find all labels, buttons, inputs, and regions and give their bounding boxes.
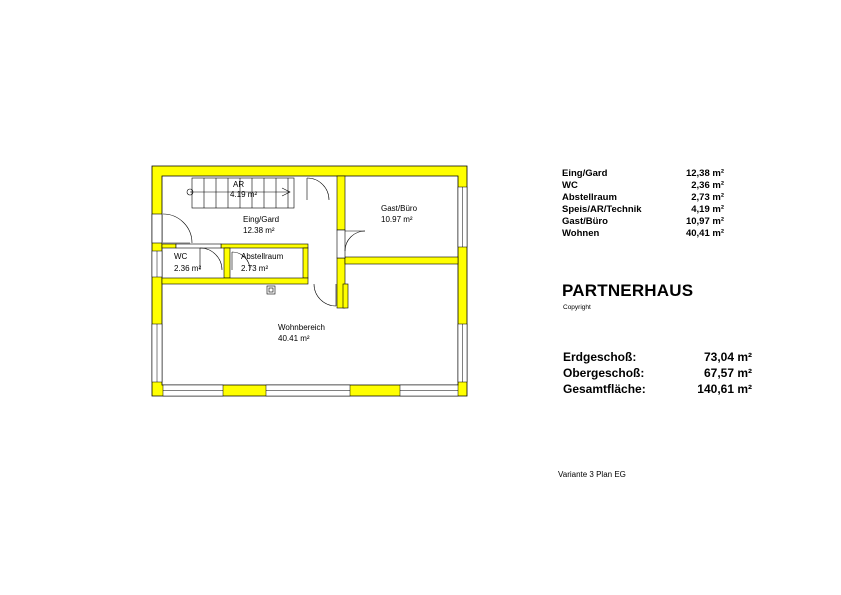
room-wohn-area: 40.41 m² xyxy=(278,334,310,343)
room-ar-name: AR xyxy=(233,180,245,189)
room-wohn-name: Wohnbereich xyxy=(278,323,325,332)
chimney-symbol xyxy=(267,286,275,294)
area-row-value: 4,19 m² xyxy=(691,204,724,215)
total-value: 140,61 m² xyxy=(697,382,752,396)
total-row xyxy=(563,382,752,398)
area-row-name: Gast/Büro xyxy=(562,216,608,227)
windows xyxy=(152,187,467,396)
plan-variant-caption: Variante 3 Plan EG xyxy=(558,470,626,479)
door-entrance xyxy=(152,214,192,243)
wall-living-north xyxy=(162,278,308,284)
door-gast xyxy=(337,230,365,258)
area-row-name: WC xyxy=(562,180,578,191)
wall-gast-south xyxy=(345,257,458,264)
total-label: Obergeschoß: xyxy=(563,366,645,380)
total-label: Gesamtfläche: xyxy=(563,382,646,396)
room-abst-area: 2.73 m² xyxy=(241,264,269,273)
area-row xyxy=(562,204,724,216)
area-row xyxy=(562,216,724,228)
area-row-value: 12,38 m² xyxy=(685,168,724,179)
area-row-value: 10,97 m² xyxy=(685,216,724,227)
area-row xyxy=(562,168,724,180)
wall-small-vert xyxy=(343,284,348,308)
wall-abst-east xyxy=(303,248,308,278)
area-row xyxy=(562,192,724,204)
door-ar xyxy=(307,178,329,200)
room-wc-name: WC xyxy=(174,252,188,261)
wall-gast-west-upper xyxy=(337,176,345,230)
wall-wc-north-left xyxy=(162,244,176,248)
room-eing-area: 12.38 m² xyxy=(243,226,275,235)
area-row-name: Abstellraum xyxy=(562,192,617,203)
area-row-name: Wohnen xyxy=(562,228,600,239)
area-row xyxy=(562,228,724,240)
door-living xyxy=(314,284,336,306)
project-title: PARTNERHAUS xyxy=(562,281,694,300)
total-row xyxy=(563,350,752,366)
area-totals xyxy=(563,350,752,398)
room-eing-name: Eing/Gard xyxy=(243,215,280,224)
area-row xyxy=(562,180,724,192)
area-row-value: 2,36 m² xyxy=(691,180,724,191)
total-value: 73,04 m² xyxy=(703,350,752,364)
area-row-value: 40,41 m² xyxy=(685,228,724,239)
room-ar-area: 4.19 m² xyxy=(230,190,258,199)
area-row-name: Speis/AR/Technik xyxy=(562,204,642,215)
room-wc-area: 2.36 m² xyxy=(174,264,202,273)
total-value: 67,57 m² xyxy=(703,366,752,380)
total-row xyxy=(563,366,752,382)
area-table xyxy=(562,168,724,240)
area-row-value: 2,73 m² xyxy=(691,192,724,203)
area-row-name: Eing/Gard xyxy=(562,168,608,179)
total-label: Erdgeschoß: xyxy=(563,350,637,364)
wall-wc-north-right xyxy=(221,244,308,248)
room-gast-area: 10.97 m² xyxy=(381,215,413,224)
wall-wc-abst-divider xyxy=(224,248,230,278)
room-abst-name: Abstellraum xyxy=(241,252,284,261)
room-gast-name: Gast/Büro xyxy=(381,204,418,213)
copyright-note: Copyright xyxy=(563,304,591,311)
